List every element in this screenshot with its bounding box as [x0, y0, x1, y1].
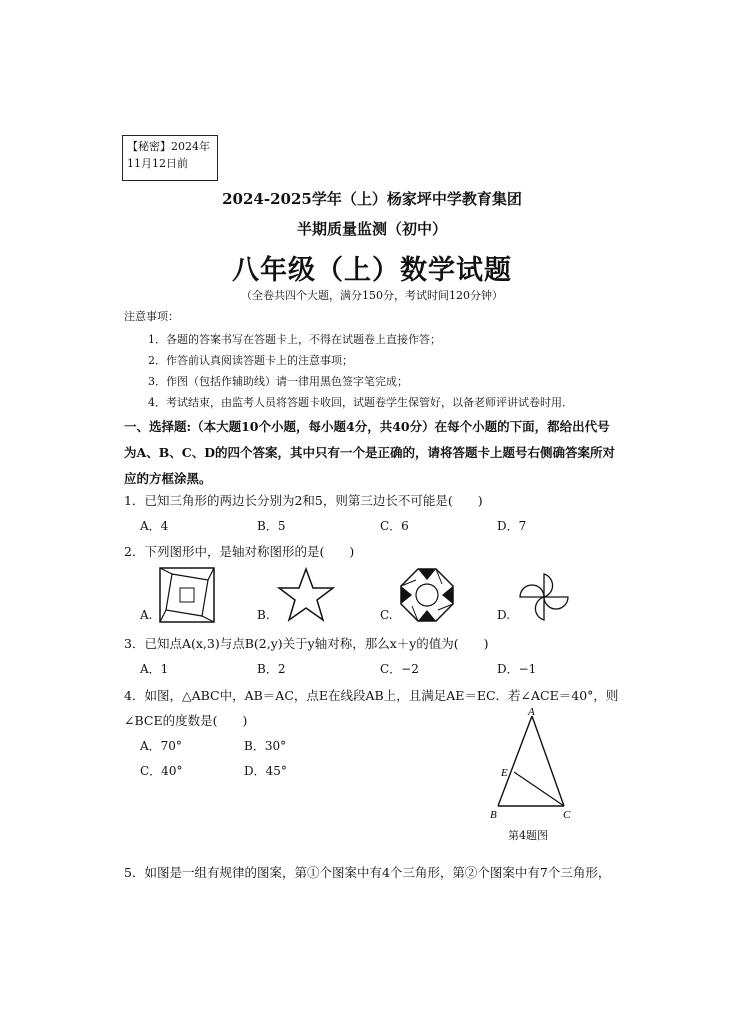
q5-stem: 5．如图是一组有规律的图案，第①个图案中有4个三角形，第②个图案中有7个三角形，	[124, 865, 611, 880]
q4-stem-line-1: 4．如图，△ABC中，AB＝AC，点E在线段AB上，且满足AE＝EC．若∠ACE＝40°，则	[124, 688, 619, 703]
q3-option-b: B．2	[257, 662, 286, 676]
q4-label-a: A	[528, 706, 535, 718]
note-item-3: 3．作图（包括作辅助线）请一律用黑色签字笔完成；	[148, 375, 408, 388]
q3-stem: 3．已知点A(x,3)与点B(2,y)关于y轴对称，那么x＋y的值为( )	[124, 636, 489, 651]
q1-option-a: A．4	[140, 519, 169, 533]
exam-title-school: 2024-2025学年（上）杨家坪中学教育集团	[222, 190, 522, 208]
exam-title-subject: 八年级（上）数学试题	[232, 255, 512, 286]
q4-label-b: B	[490, 809, 497, 821]
q2-stem: 2．下列图形中，是轴对称图形的是( )	[124, 544, 355, 559]
q4-figure-caption: 第4题图	[508, 829, 548, 842]
exam-title-monitor: 半期质量监测（初中）	[296, 220, 447, 238]
q4-option-a: A．70°	[140, 739, 182, 753]
q1-stem: 1．已知三角形的两边长分别为2和5，则第三边长不可能是( )	[124, 493, 483, 508]
q4-label-e: E	[501, 767, 508, 779]
q1-option-d: D．7	[497, 519, 527, 533]
section1-line-3: 应的方框涂黑。	[124, 471, 212, 486]
section1-line-2: 为A、B、C、D的四个答案，其中只有一个是正确的，请将答题卡上题号右侧确答案所对	[124, 445, 616, 460]
q4-triangle-figure	[486, 706, 576, 822]
q4-option-d: D．45°	[244, 764, 287, 778]
q3-option-c: C．−2	[380, 662, 419, 676]
secret-line-1: 【秘密】2024年	[127, 140, 210, 153]
notes-heading: 注意事项：	[124, 310, 179, 323]
q2-figure-a-square-pinwheel	[158, 566, 216, 624]
secret-box	[122, 135, 218, 181]
q3-option-a: A．1	[140, 662, 169, 676]
q2-option-d: D.	[497, 608, 511, 622]
q3-option-d: D．−1	[497, 662, 537, 676]
note-item-2: 2．作答前认真阅读答题卡上的注意事项；	[148, 354, 353, 367]
q4-stem-line-2: ∠BCE的度数是( )	[124, 713, 248, 728]
q4-option-c: C．40°	[140, 764, 183, 778]
exam-subtitle: （全卷共四个大题，满分150分，考试时间120分钟）	[241, 289, 503, 302]
note-item-1: 1．各题的答案书写在答题卡上，不得在试题卷上直接作答；	[148, 333, 441, 346]
q2-figure-b-star	[276, 566, 336, 624]
section1-line-1: 一、选择题:（本大题10个小题，每小题4分，共40分）在每个小题的下面，都给出代号	[124, 419, 610, 434]
q2-option-b: B.	[257, 608, 270, 622]
q4-option-b: B．30°	[244, 739, 287, 753]
q2-figure-d-windmill	[516, 570, 572, 624]
q2-option-a: A.	[140, 608, 153, 622]
secret-line-2: 11月12日前	[127, 157, 188, 170]
q4-label-c: C	[563, 809, 571, 821]
q2-option-c: C.	[380, 608, 393, 622]
q2-figure-c-octagon-pinwheel	[398, 566, 456, 624]
q1-option-b: B．5	[257, 519, 286, 533]
note-item-4: 4．考试结束，由监考人员将答题卡收回，试题卷学生保管好，以备老师评讲试卷时用．	[148, 396, 573, 409]
q1-option-c: C．6	[380, 519, 409, 533]
